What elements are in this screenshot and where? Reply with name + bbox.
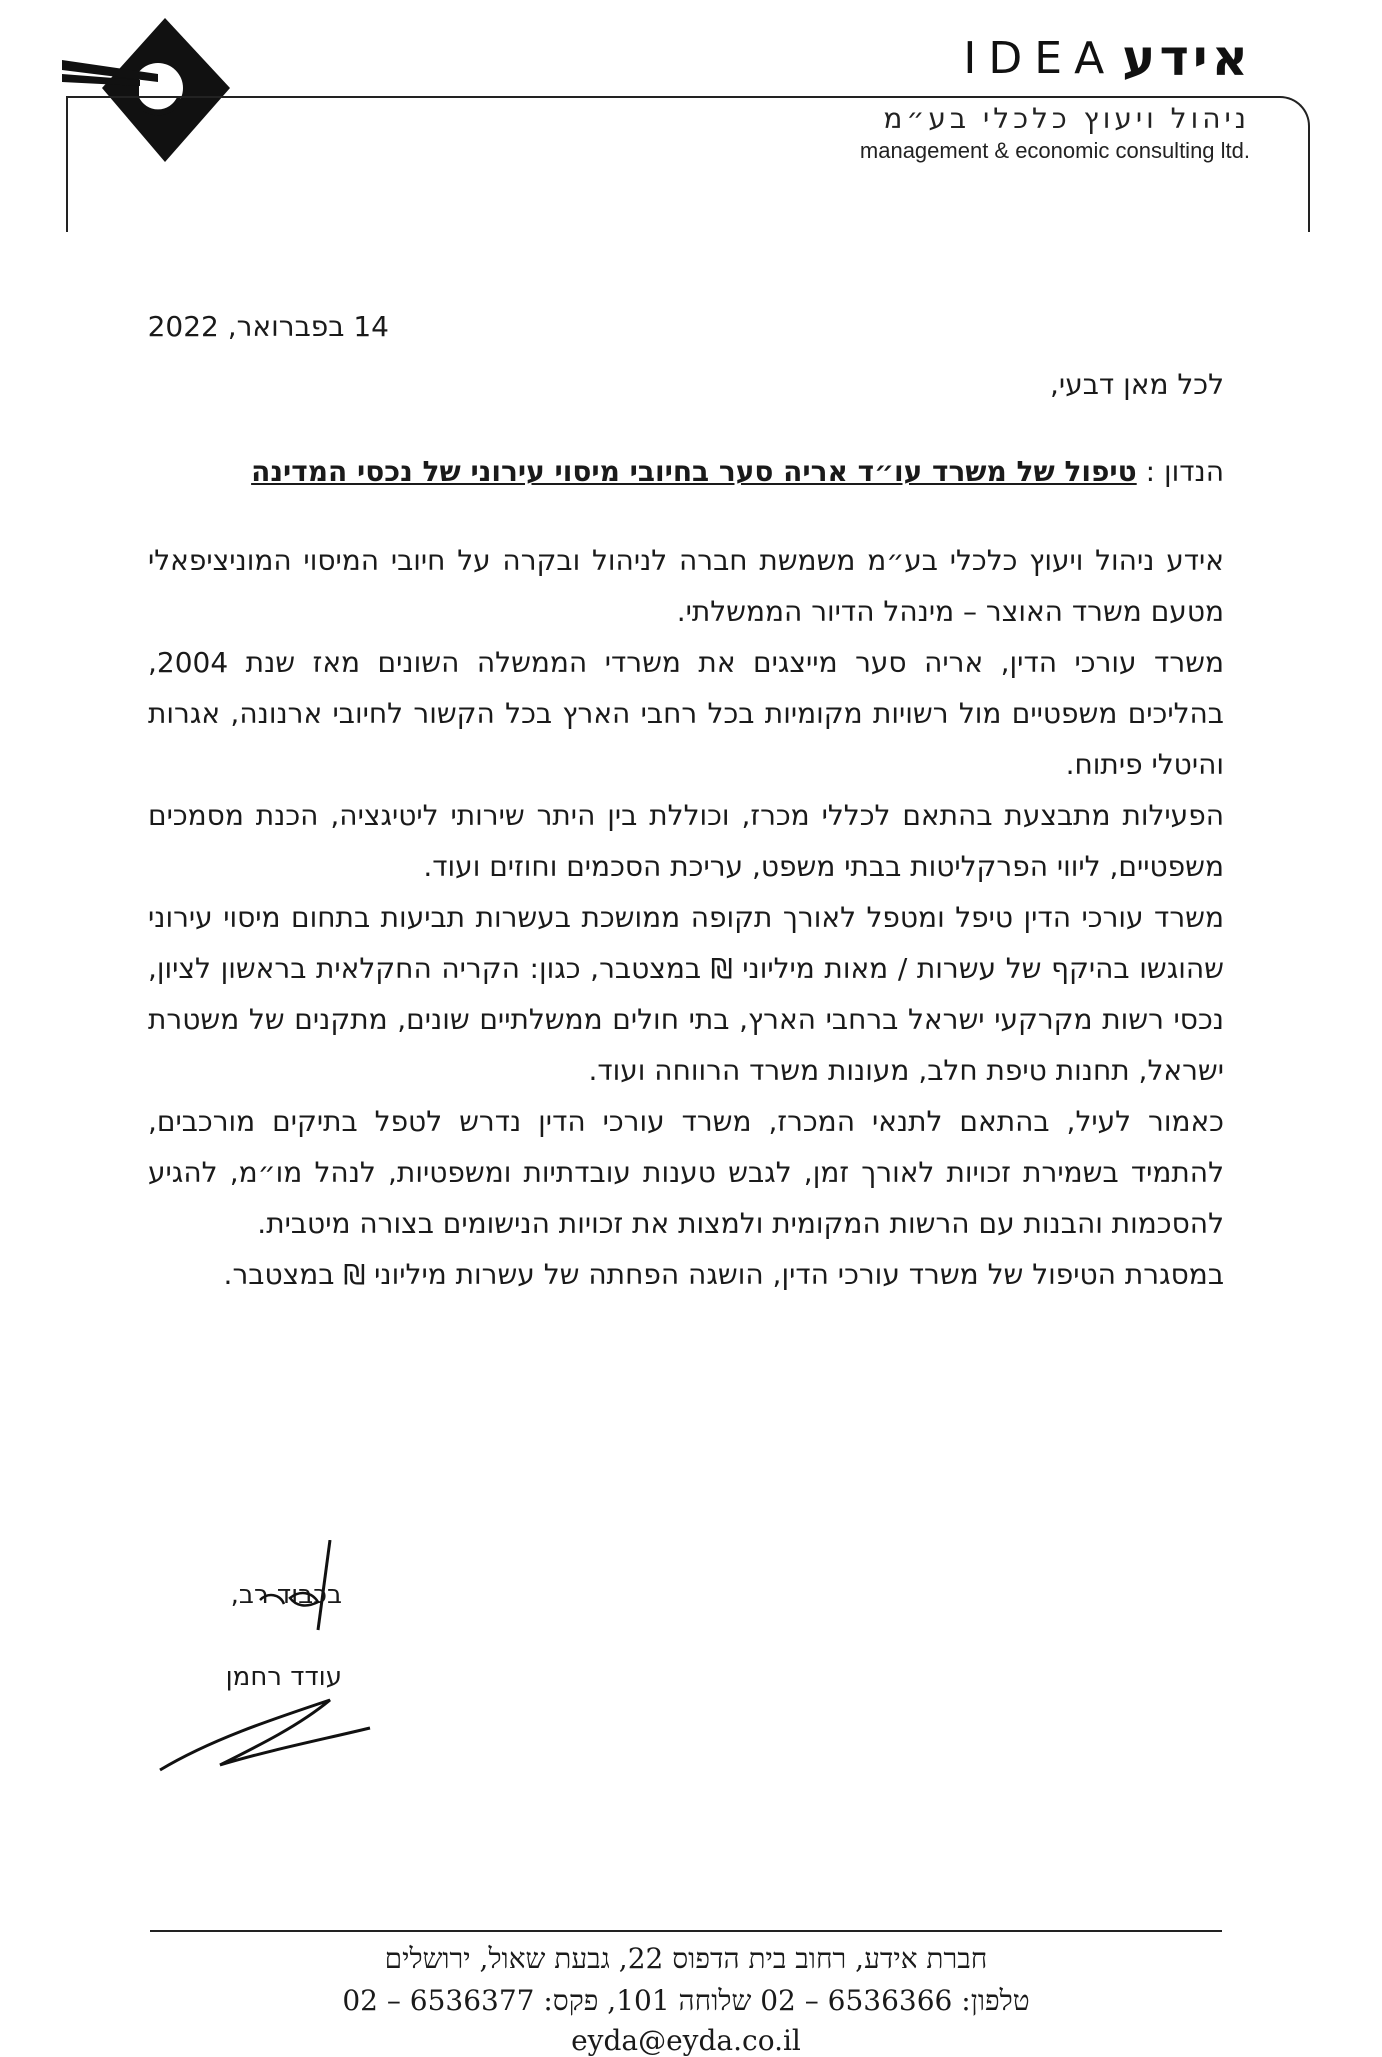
brand-name-hebrew: אידע: [1122, 29, 1252, 87]
closing-text: בכבוד רב,: [230, 1580, 342, 1610]
subject-text: טיפול של משרד עו״ד אריה סער בחיובי מיסוי עירוני של נכסי המדינה: [251, 455, 1137, 488]
footer-address: חברת אידע, רחוב בית הדפוס 22, גבעת שאול, ירושלים: [384, 1942, 988, 1975]
salutation: לכל מאן דבעי,: [1050, 368, 1224, 401]
brand-name: [963, 28, 1252, 88]
footer-email: eyda@eyda.co.il: [571, 2024, 801, 2057]
body-paragraph: הפעילות מתבצעת בהתאם לכללי מכרז, וכוללת בין היתר שירותי ליטיגציה, הכנת מסמכים משפטיים, ליווי הפרקליטות בבתי משפט, עריכת הסכמים וחוזים ועוד.: [148, 799, 1224, 883]
footer-phone: טלפון: 6536366 – 02 שלוחה 101, פקס: 6536377 – 02: [342, 1984, 1030, 2017]
subject-label: הנדון :: [1145, 455, 1224, 488]
signer-name: עודד רחמן: [225, 1662, 342, 1692]
letter-date: 14 בפברואר, 2022: [147, 310, 389, 343]
subject-line: [251, 455, 1224, 488]
header-divider: [66, 96, 68, 232]
handwritten-signature-icon: [150, 1540, 410, 1800]
tagline-hebrew: ניהול ויעוץ כלכלי בע״מ: [883, 102, 1250, 135]
tagline-english: management & economic consulting ltd.: [859, 138, 1250, 163]
letter-body: [148, 535, 1224, 1300]
body-paragraph: משרד עורכי הדין, אריה סער מייצגים את משרדי הממשלה השונים מאז שנת 2004, בהליכים משפטיים מול רשויות מקומיות בכל רחבי הארץ בכל הקשור לחיובי ארנונה, אגרות והיטלי פיתוח.: [148, 646, 1224, 781]
brand-name-latin: IDEA: [963, 32, 1117, 84]
body-paragraph: במסגרת הטיפול של משרד עורכי הדין, הושגה הפחתה של עשרות מיליוני ₪ במצטבר.: [223, 1258, 1224, 1291]
footer-divider: [150, 1930, 1222, 1932]
body-paragraph: אידע ניהול ויעוץ כלכלי בע״מ משמשת חברה לניהול ובקרה על חיובי המיסוי המוניציפאלי מטעם משרד האוצר – מינהל הדיור הממשלתי.: [148, 544, 1224, 628]
body-paragraph: משרד עורכי הדין טיפל ומטפל לאורך תקופה ממושכת בעשרות תביעות בתחום מיסוי עירוני שהוגשו בהיקף של עשרות / מאות מיליוני ₪ במצטבר, כגון: הקריה החקלאית בראשון לציון, נכסי רשות מקרקעי ישראל ברחבי הארץ, בתי חולים ממשלתיים שונים, מתקנים של משטרת ישראל, תחנות טיפת חלב, מעונות משרד הרווחה ועוד.: [148, 901, 1224, 1087]
body-paragraph: כאמור לעיל, בהתאם לתנאי המכרז, משרד עורכי הדין נדרש לטפל בתיקים מורכבים, להתמיד בשמירת זכויות לאורך זמן, לגבש טענות עובדתיות ומשפטיות, לנהל מו״מ, להגיע להסכמות והבנות עם הרשות המקומית ולמצות את זכויות הנישומים בצורה מיטבית.: [148, 1105, 1224, 1240]
